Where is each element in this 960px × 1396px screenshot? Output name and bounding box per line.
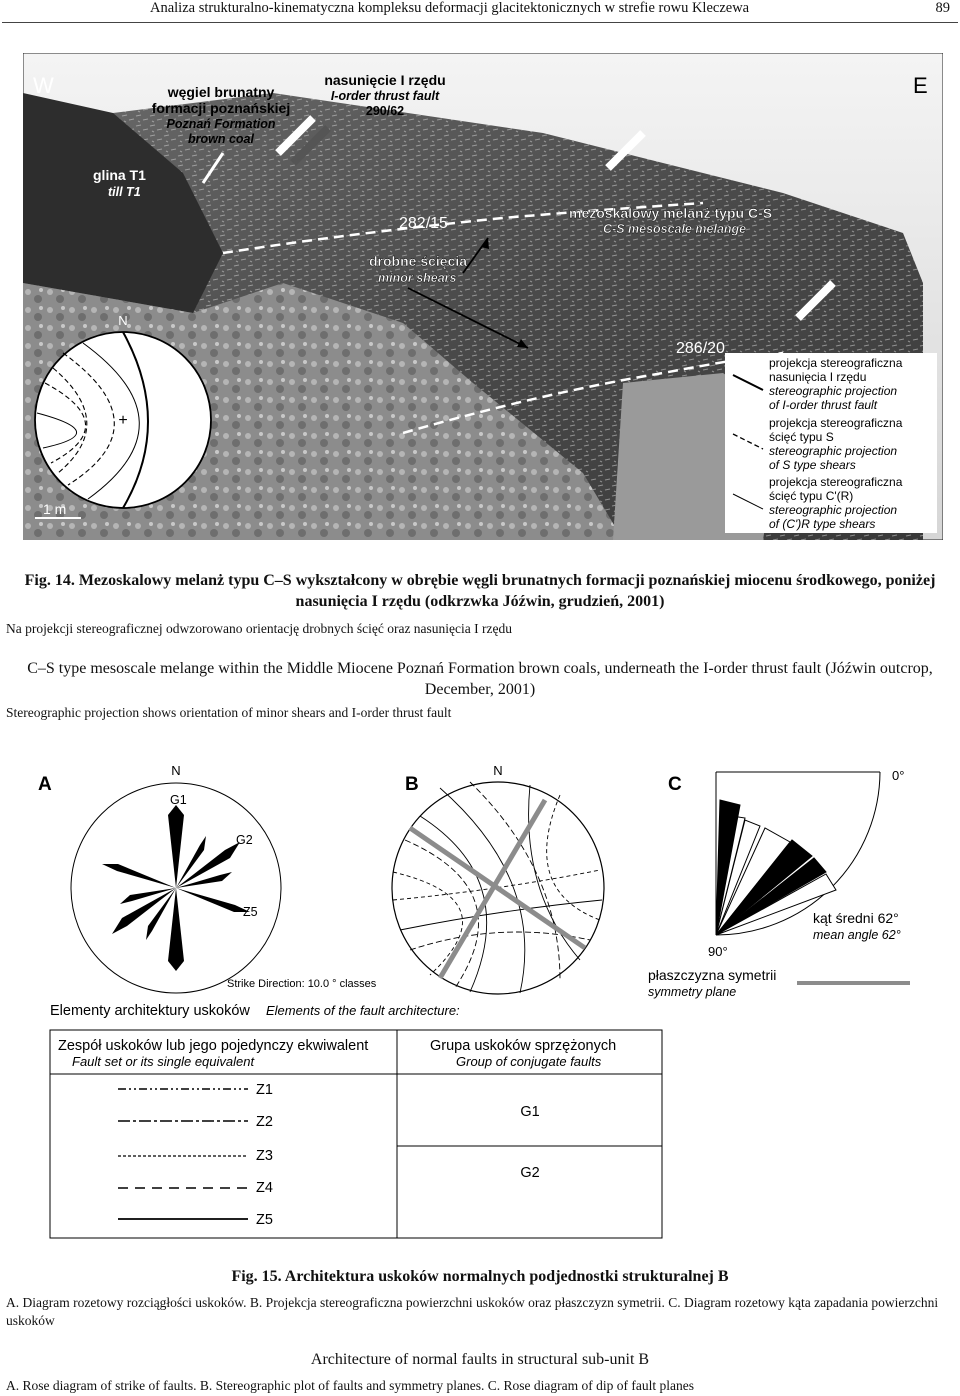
fig15-legend-z4: Z4 bbox=[256, 1180, 273, 1196]
fig15-legend-z2: Z2 bbox=[256, 1114, 273, 1130]
running-head bbox=[150, 0, 950, 22]
fig15-panel-b bbox=[392, 763, 604, 994]
fig15-panel-c-zero: 0° bbox=[892, 768, 905, 783]
fig15-panel-c-mean-en: mean angle 62° bbox=[813, 928, 901, 942]
fig14-label-till-pl: glina T1 bbox=[93, 167, 146, 183]
fig15 bbox=[0, 760, 960, 1260]
fig14-label-shears-en: minor shears bbox=[378, 271, 457, 285]
fig14-legend-0-pl2: nasunięcia I rzędu bbox=[769, 370, 867, 384]
fig14-label-coal-en-1: Poznań Formation bbox=[166, 117, 276, 131]
fig14-legend-2-pl: projekcja stereograficzna bbox=[769, 475, 903, 489]
fig14-legend-2-pl2: ścięć typu C'(R) bbox=[769, 489, 854, 503]
fig15-legend-g2: G2 bbox=[520, 1165, 540, 1181]
fig14-east: E bbox=[913, 73, 928, 98]
fig15-legend-col1-pl: Zespół uskoków lub jego pojedynczy ekwiwalent bbox=[58, 1038, 369, 1054]
fig14-label-thrust-orient: 290/62 bbox=[365, 104, 405, 118]
fig14-legend-0-en2: of I-order thrust fault bbox=[769, 398, 878, 412]
fig14-label-thrust-pl: nasunięcie I rzędu bbox=[324, 72, 446, 88]
fig14-stereonet-center: + bbox=[118, 412, 128, 429]
fig15-legend-z1: Z1 bbox=[256, 1082, 273, 1098]
fig15-panel-b-north: N bbox=[493, 763, 503, 778]
fig15-panel-c-symmetry-en: symmetry plane bbox=[648, 985, 737, 999]
fig14-label-orient-a: 282/15 bbox=[399, 215, 448, 232]
fig14-legend-0-en: stereographic projection bbox=[769, 384, 898, 398]
fig14-label-coal-en-2: brown coal bbox=[188, 132, 254, 146]
fig14-caption-pl-note: Na projekcji stereograficznej odwzorowano orientację drobnych ścięć oraz nasunięcia I rzędu bbox=[6, 621, 513, 636]
fig15-panel-b-letter: B bbox=[405, 774, 419, 795]
fig15-panel-a-letter: A bbox=[38, 774, 52, 795]
fig14-legend-1-en2: of S type shears bbox=[769, 458, 856, 472]
fig15-panel-a-g2: G2 bbox=[236, 833, 253, 847]
running-head-title: Analiza strukturalno-kinematyczna kompleksu deformacji glacitektonicznych w strefie rowu Kleczewa bbox=[150, 0, 750, 16]
fig15-panel-a-g1: G1 bbox=[170, 793, 187, 807]
fig14-label-orient-b: 286/20 bbox=[676, 340, 725, 357]
fig14-caption-pl: Fig. 14. Mezoskalowy melanż typu C–S wykształcony w obrębie węgli brunatnych formacji poznańskiej miocenu środkowego, poniżej nasunięcia I rzędu (odkrzwka Jóźwin, grudzień, 2001) bbox=[24, 572, 936, 610]
fig14-legend-1-pl2: ścięć typu S bbox=[769, 430, 834, 444]
fig14-label-shears-pl: drobne ścięcia bbox=[369, 253, 468, 269]
fig15-legend-col2-pl: Grupa uskoków sprzężonych bbox=[430, 1038, 617, 1054]
fig14-label-till-en: till T1 bbox=[108, 185, 141, 199]
header-rule bbox=[2, 22, 958, 23]
fig15-caption-text: A. Diagram rozetowy rozciągłości uskoków. B. Projekcja stereograficzna powierzchni uskoków oraz płaszczyzn symetrii. C. Diagram rozetowy kąta zapadania powierzchni uskoków bbox=[6, 1295, 939, 1328]
fig15-panel-c-ninety: 90° bbox=[708, 944, 728, 959]
fig15-panel-a-strike-note: Strike Direction: 10.0 ° classes bbox=[227, 978, 377, 990]
fig14-legend-2-en2: of (C')R type shears bbox=[769, 517, 876, 531]
fig15-legend-g1: G1 bbox=[520, 1104, 540, 1120]
fig15-legend bbox=[50, 1003, 662, 1238]
fig14-label-melange-pl: mezoskalowy melanż typu C-S bbox=[569, 205, 773, 221]
fig14-photo bbox=[23, 53, 943, 540]
fig15-legend-title-pl: Elementy architektury uskoków bbox=[50, 1003, 250, 1019]
fig15-panel-c-symmetry-pl: płaszczyzna symetrii bbox=[648, 967, 777, 983]
fig15-panel-c bbox=[648, 768, 910, 999]
page-number: 89 bbox=[935, 0, 950, 16]
fig14-legend-0-pl: projekcja stereograficzna bbox=[769, 356, 903, 370]
fig15-legend-z5: Z5 bbox=[256, 1212, 273, 1228]
fig14-caption-en: C–S type mesoscale melange within the Middle Miocene Poznań Formation brown coals, underneath the I-order thrust fault (Jóźwin outcrop, December, 2001) bbox=[27, 660, 933, 698]
fig14-legend bbox=[725, 353, 937, 533]
fig15-panel-a-z5: Z5 bbox=[243, 905, 258, 919]
fig14-label-melange-en: C-S mesoscale melange bbox=[603, 222, 747, 236]
fig14-legend-1-pl: projekcja stereograficzna bbox=[769, 416, 903, 430]
fig15-svg bbox=[0, 760, 960, 1260]
fig14-label-coal-pl-2: formacji poznańskiej bbox=[151, 100, 291, 116]
fig14-scale-bar: 1 m bbox=[43, 501, 67, 517]
fig14-caption-en-note: Stereographic projection shows orientation of minor shears and I-order thrust fault bbox=[6, 705, 452, 720]
fig15-panel-a-north: N bbox=[171, 763, 181, 778]
fig15-legend-z3: Z3 bbox=[256, 1148, 273, 1164]
fig15-panel-c-mean-pl: kąt średni 62° bbox=[813, 910, 899, 926]
fig14-photo-svg bbox=[23, 53, 943, 540]
fig15-panel-c-letter: C bbox=[668, 774, 682, 795]
fig15-legend-title-en: Elements of the fault architecture: bbox=[266, 1003, 460, 1018]
fig14-legend-1-en: stereographic projection bbox=[769, 444, 898, 458]
fig15-panel-a bbox=[38, 763, 377, 993]
fig15-legend-col2-en: Group of conjugate faults bbox=[456, 1054, 602, 1069]
fig14-west: W bbox=[33, 73, 54, 98]
fig15-caption-en-text: A. Rose diagram of strike of faults. B. Stereographic plot of faults and symmetry planes. C. Rose diagram of dip of fault planes bbox=[6, 1378, 694, 1393]
fig15-caption-title: Fig. 15. Architektura uskoków normalnych podjednostki strukturalnej B bbox=[231, 1268, 729, 1285]
fig14-label-coal-pl-1: węgiel brunatny bbox=[167, 84, 275, 100]
fig14-legend-2-en: stereographic projection bbox=[769, 503, 898, 517]
fig15-caption-en-title: Architecture of normal faults in structural sub-unit B bbox=[310, 1351, 650, 1368]
fig14-stereonet-north: N bbox=[118, 313, 128, 328]
fig15-legend-col1-en: Fault set or its single equivalent bbox=[72, 1054, 255, 1069]
fig14-label-thrust-en: I-order thrust fault bbox=[330, 89, 440, 103]
